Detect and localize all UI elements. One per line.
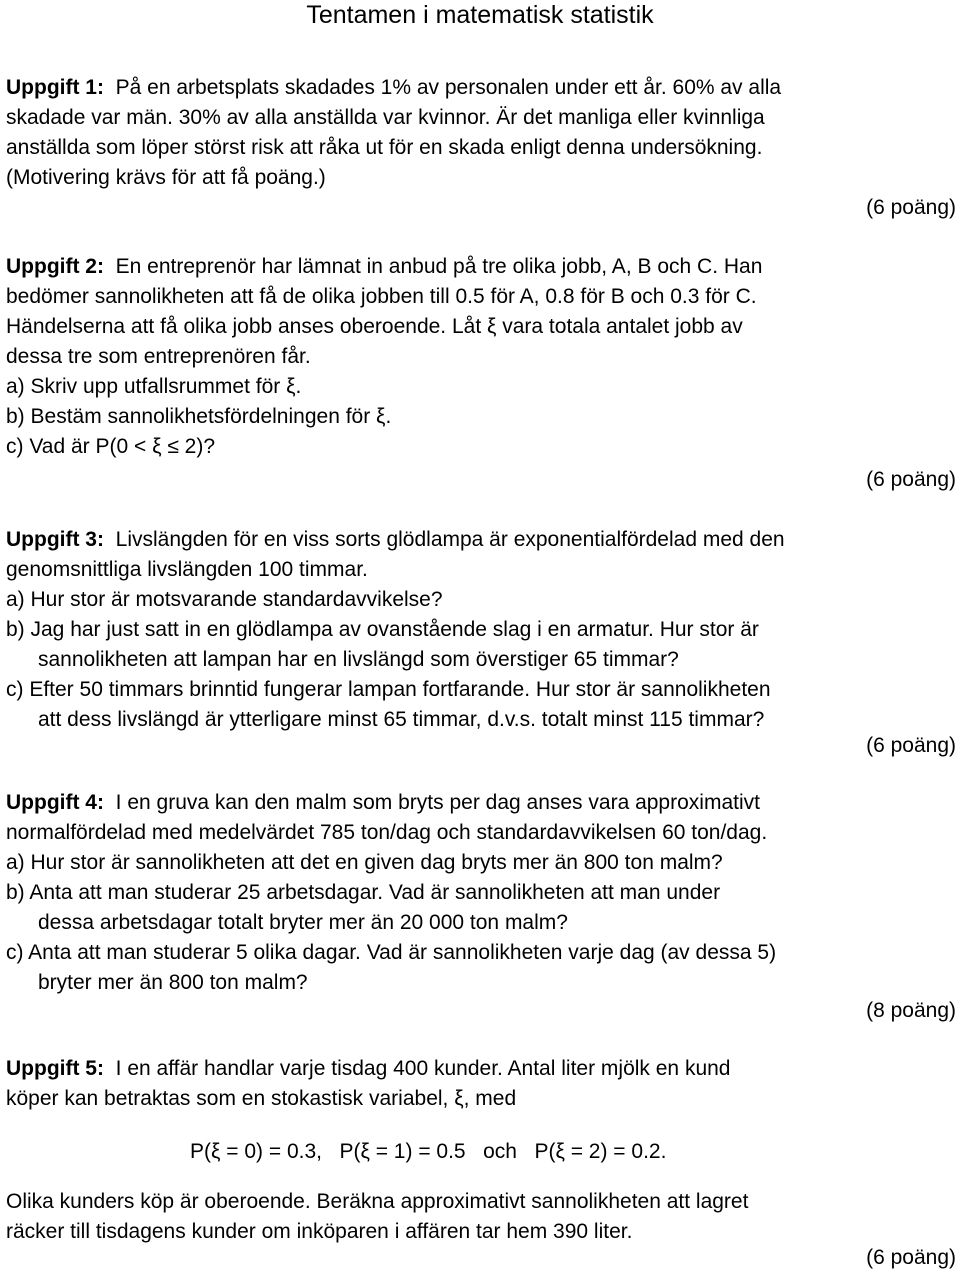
page-title: Tentamen i matematisk statistik [306, 1, 654, 29]
problem-4-part-b-2: dessa arbetsdagar totalt bryter mer än 20 000 ton malm? [38, 911, 568, 934]
problem-5-line-2: köper kan betraktas som en stokastisk variabel, ξ, med [6, 1087, 517, 1110]
problem-4-part-c-2: bryter mer än 800 ton malm? [38, 971, 308, 994]
problem-3-part-a: a) Hur stor är motsvarande standardavvikelse? [6, 588, 443, 611]
problem-4-part-a: a) Hur stor är sannolikheten att det en given dag bryts mer än 800 ton malm? [6, 851, 723, 874]
problem-2-part-a: a) Skriv upp utfallsrummet för ξ. [6, 375, 302, 398]
problem-2-points: (6 poäng) [866, 468, 956, 491]
problem-5-text-1: I en affär handlar varje tisdag 400 kunder. Antal liter mjölk en kund [115, 1057, 731, 1080]
problem-1-line-1 [6, 73, 956, 103]
problem-3-part-b-1: b) Jag har just satt in en glödlampa av ovanstående slag i en armatur. Hur stor är [6, 618, 759, 641]
problem-3-text-1: Livslängden för en viss sorts glödlampa är exponentialfördelad med den [115, 528, 785, 551]
problem-3-line-2: genomsnittliga livslängden 100 timmar. [6, 558, 368, 581]
problem-1-text-1: På en arbetsplats skadades 1% av personalen under ett år. 60% av alla [115, 76, 782, 99]
problem-4 [6, 788, 956, 998]
problem-2-line-4: dessa tre som entreprenören får. [6, 345, 311, 368]
problem-2-part-b: b) Bestäm sannolikhetsfördelningen för ξ. [6, 405, 392, 428]
problem-2-text-1: En entreprenör har lämnat in anbud på tre olika jobb, A, B och C. Han [115, 255, 763, 278]
problem-5-points: (6 poäng) [866, 1246, 956, 1269]
problem-1 [6, 73, 956, 193]
problem-5-label: Uppgift 5: [6, 1057, 104, 1080]
problem-5 [6, 1054, 956, 1114]
problem-4-text-1: I en gruva kan den malm som bryts per dag anses vara approximativt [115, 791, 760, 814]
problem-4-line-1 [6, 788, 956, 818]
problem-4-label: Uppgift 4: [6, 791, 104, 814]
problem-1-label: Uppgift 1: [6, 76, 104, 99]
problem-4-part-c-1: c) Anta att man studerar 5 olika dagar. Vad är sannolikheten varje dag (av dessa 5) [6, 941, 777, 964]
problem-5-continued [6, 1187, 956, 1247]
problem-5-line-3: Olika kunders köp är oberoende. Beräkna approximativt sannolikheten att lagret [6, 1190, 749, 1213]
problem-2-line-1 [6, 252, 956, 282]
problem-3-part-c-1: c) Efter 50 timmars brinntid fungerar lampan fortfarande. Hur stor är sannolikheten [6, 678, 771, 701]
problem-3-part-b-2: sannolikheten att lampan har en livslängd som överstiger 65 timmar? [38, 648, 679, 671]
problem-3-part-c-2: att dess livslängd är ytterligare minst 65 timmar, d.v.s. totalt minst 115 timmar? [38, 708, 765, 731]
problem-1-points: (6 poäng) [866, 196, 956, 219]
problem-5-formula: P(ξ = 0) = 0.3, P(ξ = 1) = 0.5 och P(ξ = 2) = 0.2. [190, 1140, 667, 1163]
problem-3-points: (6 poäng) [866, 734, 956, 757]
problem-3 [6, 525, 956, 735]
problem-3-line-1 [6, 525, 956, 555]
problem-2-line-3: Händelserna att få olika jobb anses oberoende. Låt ξ vara totala antalet jobb av [6, 315, 743, 338]
problem-4-part-b-1: b) Anta att man studerar 25 arbetsdagar. Vad är sannolikheten att man under [6, 881, 721, 904]
problem-5-line-4: räcker till tisdagens kunder om inköparen i affären tar hem 390 liter. [6, 1220, 633, 1243]
problem-5-line-1 [6, 1054, 956, 1084]
problem-2-part-c: c) Vad är P(0 < ξ ≤ 2)? [6, 435, 216, 458]
problem-4-line-2: normalfördelad med medelvärdet 785 ton/dag och standardavvikelsen 60 ton/dag. [6, 821, 768, 844]
problem-3-label: Uppgift 3: [6, 528, 104, 551]
problem-1-line-2: skadade var män. 30% av alla anställda var kvinnor. Är det manliga eller kvinnliga [6, 106, 765, 129]
problem-2-line-2: bedömer sannolikheten att få de olika jobben till 0.5 för A, 0.8 för B och 0.3 för C. [6, 285, 757, 308]
problem-2-label: Uppgift 2: [6, 255, 104, 278]
problem-2 [6, 252, 956, 462]
problem-1-line-4: (Motivering krävs för att få poäng.) [6, 166, 326, 189]
problem-1-line-3: anställda som löper störst risk att råka ut för en skada enligt denna undersökning. [6, 136, 763, 159]
problem-4-points: (8 poäng) [866, 999, 956, 1022]
